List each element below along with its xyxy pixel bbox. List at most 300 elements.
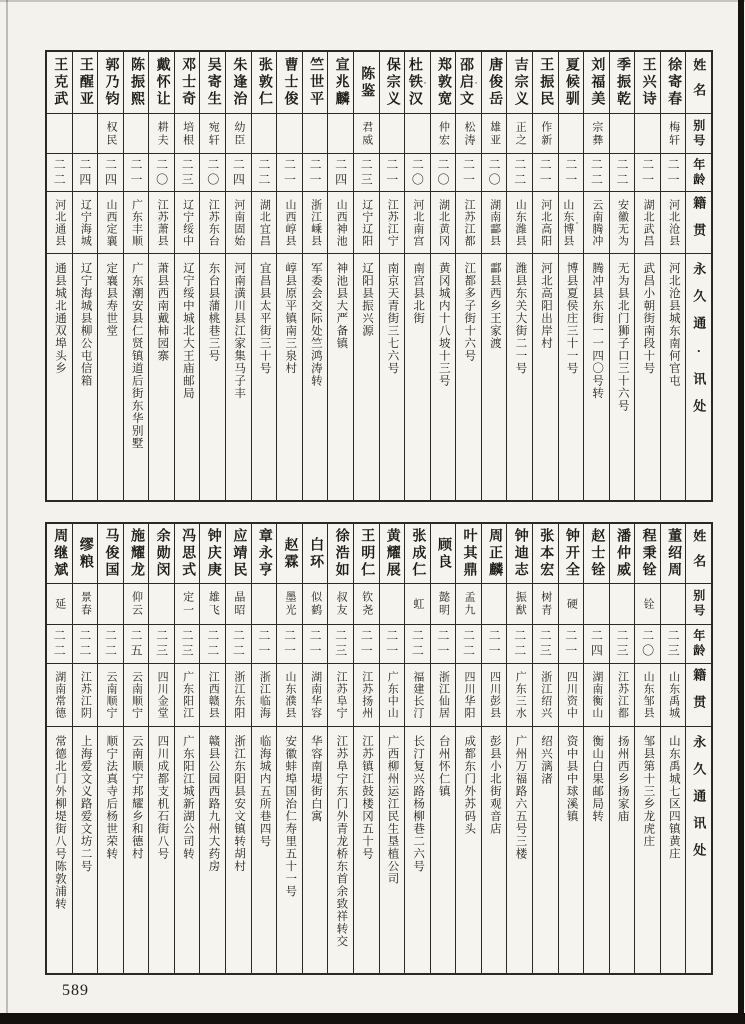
name-cell-text: 季振乾 <box>615 57 630 108</box>
person-column <box>252 524 278 973</box>
native-place-cell <box>610 192 635 254</box>
address-cell <box>98 727 123 973</box>
address-cell-text: 扬州西乡扬家庙 <box>616 735 629 823</box>
address-cell <box>277 254 302 500</box>
alias-cell <box>226 114 251 154</box>
alias-cell-text: 正之 <box>514 120 527 147</box>
name-cell <box>200 52 225 114</box>
address-cell-text: 腾冲县东街一一四〇号转 <box>591 262 604 400</box>
age-cell <box>124 154 149 192</box>
name-cell-text: 王明仁 <box>359 528 375 579</box>
alias-cell <box>124 584 149 625</box>
address-cell-text: 广州万福路六五号三楼 <box>514 735 527 860</box>
native-place-cell <box>200 664 225 727</box>
age-cell <box>354 625 379 664</box>
alias-cell <box>482 584 507 625</box>
address-cell-text: 赣县公园西路九州大药房 <box>207 735 220 873</box>
native-place-cell <box>303 192 328 254</box>
name-cell-text: 竺世平 <box>308 57 324 108</box>
alias-cell <box>252 114 277 154</box>
address-cell <box>175 254 200 500</box>
age-cell <box>98 625 123 664</box>
name-cell <box>456 524 481 584</box>
person-column <box>226 52 252 500</box>
age-cell-text: 二一 <box>384 157 399 188</box>
alias-cell <box>124 114 149 154</box>
age-cell-text: 二五 <box>129 629 144 659</box>
native-place-cell-text: 江西赣县 <box>207 671 220 719</box>
age-cell-text: 二一 <box>666 157 681 188</box>
alias-cell-text: 宛轩 <box>207 120 220 147</box>
age-cell-text: 二四 <box>333 157 348 188</box>
alias-cell <box>456 114 481 154</box>
name-cell <box>456 52 481 114</box>
address-cell <box>124 254 149 500</box>
alias-cell-text: 铨 <box>642 597 655 611</box>
native-place-cell <box>47 192 72 254</box>
native-place-cell-text: 河北南宫 <box>411 198 424 247</box>
native-place-cell <box>47 664 72 727</box>
native-place-cell <box>252 192 277 254</box>
name-cell <box>507 524 532 584</box>
header-name <box>686 52 711 114</box>
header-name-text: 姓名 <box>691 528 707 579</box>
address-cell-text: 顺宁法真寺后杨世荣转 <box>105 735 118 860</box>
age-cell-text: 二一 <box>308 629 323 659</box>
address-cell <box>610 727 635 973</box>
directory-table-bottom <box>45 522 713 975</box>
age-cell <box>200 625 225 664</box>
native-place-cell <box>354 192 379 254</box>
person-column <box>226 524 252 973</box>
name-cell-text: 陈鉴 <box>359 65 375 100</box>
name-cell-text: 余勋闵 <box>154 528 170 579</box>
native-place-cell-text: 浙江仙居 <box>437 671 450 719</box>
age-cell-text: 二二 <box>256 157 271 188</box>
name-cell <box>354 524 379 584</box>
address-cell <box>303 254 328 500</box>
native-place-cell <box>98 664 123 727</box>
native-place-cell <box>431 192 456 254</box>
address-cell-text: 通县城北通双埠头乡 <box>54 262 67 375</box>
native-place-cell-text: 湖北宜昌 <box>258 198 271 247</box>
native-place-cell-text: 湖南酃县 <box>488 198 501 247</box>
address-cell <box>175 727 200 973</box>
address-cell-text: 南京天青街三七六号 <box>386 262 399 375</box>
alias-cell <box>149 584 174 625</box>
alias-cell <box>584 584 609 625</box>
alias-cell <box>47 114 72 154</box>
directory-table-top <box>45 50 713 502</box>
native-place-cell <box>559 664 584 727</box>
native-place-cell-text: 广东阳江 <box>181 671 194 719</box>
header-native-place <box>686 664 711 727</box>
address-cell <box>482 727 507 973</box>
age-cell-text: 二二 <box>512 157 527 188</box>
name-cell <box>277 52 302 114</box>
native-place-cell-text: 江苏萧县 <box>156 198 169 247</box>
address-cell-text: 博县夏侯庄三十一号 <box>565 262 578 375</box>
address-cell <box>380 727 405 973</box>
person-column <box>456 52 482 500</box>
alias-cell-text: 雄飞 <box>207 591 220 617</box>
person-column <box>584 52 610 500</box>
age-cell <box>661 154 686 192</box>
person-column <box>98 52 124 500</box>
alias-cell <box>661 114 686 154</box>
person-column <box>482 52 508 500</box>
native-place-cell-text: 湖南衡山 <box>590 671 603 719</box>
header-alias <box>686 114 711 154</box>
age-cell-text: 二一 <box>640 157 655 188</box>
native-place-cell <box>533 664 558 727</box>
header-address <box>686 254 711 500</box>
name-cell <box>661 524 686 584</box>
scan-edge-bottom <box>0 1013 745 1024</box>
age-cell-text: 二二 <box>615 157 629 188</box>
age-cell-text: 二三 <box>666 629 681 659</box>
address-cell <box>507 727 532 973</box>
age-cell-text: 二二 <box>52 157 67 188</box>
name-cell <box>73 524 98 584</box>
alias-cell-text: 耕夫 <box>156 120 169 147</box>
alias-cell <box>303 114 328 154</box>
alias-cell-text: 墨光 <box>283 591 296 617</box>
age-cell-text: 二〇 <box>154 157 169 188</box>
alias-cell <box>533 584 558 625</box>
native-place-cell-text: 山东濮县 <box>283 671 296 719</box>
alias-cell-text: 硬 <box>565 597 578 611</box>
alias-cell <box>175 584 200 625</box>
name-cell <box>482 524 507 584</box>
person-column <box>303 524 329 973</box>
native-place-cell-text: 广东丰顺 <box>130 198 143 247</box>
age-cell <box>431 154 456 192</box>
scan-edge-top <box>0 0 745 2</box>
age-cell <box>303 625 328 664</box>
address-cell-text: 广西柳州运江民生垦植公司 <box>386 735 399 885</box>
age-cell-text: 二二 <box>589 157 604 188</box>
address-cell <box>354 254 379 500</box>
name-cell <box>405 524 430 584</box>
age-cell <box>456 625 481 664</box>
address-cell <box>405 727 430 973</box>
age-cell <box>559 154 584 192</box>
address-cell-text: 四川成都支机石街八号 <box>156 735 169 860</box>
age-cell-text: 二三 <box>180 157 195 188</box>
name-cell-text: 曹士俊 <box>282 57 298 108</box>
address-cell-text: 衡山白果邮局转 <box>591 735 604 823</box>
name-cell <box>277 524 302 584</box>
annotation-mark: ◦ <box>572 218 581 227</box>
name-cell-text: 缪粮 <box>77 536 93 571</box>
age-cell <box>610 154 635 192</box>
name-cell <box>303 52 328 114</box>
address-cell <box>559 727 584 973</box>
name-cell <box>98 524 123 584</box>
native-place-cell-text: 辽宁绥中 <box>181 198 194 247</box>
address-cell <box>559 254 584 500</box>
native-place-cell-text: 湖南华容 <box>309 671 322 719</box>
page-number: 589 <box>62 982 89 999</box>
native-place-cell <box>149 664 174 727</box>
address-cell <box>200 254 225 500</box>
address-cell-text: 河北沧县城东南何官屯 <box>667 262 680 387</box>
name-cell <box>252 52 277 114</box>
native-place-cell-text: 福建长汀 <box>411 671 424 719</box>
address-cell-text: 广东阳江城新湖公司转 <box>181 735 194 860</box>
address-cell <box>149 727 174 973</box>
alias-cell <box>635 584 660 625</box>
name-cell <box>559 524 584 584</box>
alias-cell-text: 仰云 <box>130 591 143 617</box>
native-place-cell <box>124 664 149 727</box>
address-cell <box>482 254 507 500</box>
name-cell-text: 郑敦宽 <box>435 57 451 108</box>
address-cell-text: 浙江东阳县安文镇转胡村 <box>233 735 246 873</box>
age-cell-text: 二一 <box>282 157 297 188</box>
header-address-text: 永久通讯处 <box>691 735 707 870</box>
native-place-cell-text: 山东博县 <box>561 198 574 247</box>
age-cell <box>610 625 635 664</box>
alias-cell-text: 虹 <box>411 597 424 611</box>
age-cell-text: 二〇 <box>410 157 425 188</box>
age-cell-text: 二二 <box>52 629 67 659</box>
name-cell <box>328 52 353 114</box>
name-cell-text: 夏候驯 <box>563 57 579 108</box>
native-place-cell <box>124 192 149 254</box>
native-place-cell-text: 河北通县 <box>53 198 66 247</box>
name-cell-text: 钟庆庚 <box>205 528 221 579</box>
alias-cell <box>175 114 200 154</box>
name-cell-text: 杜铁汉 <box>406 57 422 108</box>
person-column <box>200 52 226 500</box>
name-cell <box>175 52 200 114</box>
alias-cell <box>405 114 430 154</box>
native-place-cell-text: 四川彭县 <box>488 671 501 719</box>
native-place-cell <box>456 192 481 254</box>
address-cell-text: 绍兴漓渚 <box>540 735 553 785</box>
address-cell <box>226 254 251 500</box>
name-cell-text: 徐寄春 <box>666 57 682 108</box>
header-native-place-text: 籍贯 <box>691 668 707 722</box>
header-alias-text: 别号 <box>691 118 706 149</box>
alias-cell-text: 似鹤 <box>309 591 322 617</box>
age-cell <box>303 154 328 192</box>
name-cell-text: 张敦仁 <box>256 57 272 108</box>
age-cell <box>149 154 174 192</box>
name-cell <box>149 52 174 114</box>
age-cell-text: 二一 <box>435 629 450 659</box>
age-cell-text: 二三 <box>154 629 169 659</box>
native-place-cell-text: 江苏江宁 <box>386 198 399 247</box>
alias-cell <box>149 114 174 154</box>
name-cell-text: 朱逢治 <box>231 57 247 108</box>
name-cell-text: 保宗义 <box>384 57 400 108</box>
alias-cell-text: 权民 <box>104 120 117 147</box>
address-cell <box>149 254 174 500</box>
native-place-cell <box>149 192 174 254</box>
native-place-cell-text: 四川金堂 <box>156 671 169 719</box>
native-place-cell <box>226 192 251 254</box>
address-cell <box>98 254 123 500</box>
native-place-cell-text: 云南顺宁 <box>104 671 117 719</box>
name-cell-text: 王克武 <box>52 57 68 108</box>
name-cell-text: 马俊国 <box>103 528 119 579</box>
alias-cell <box>559 114 584 154</box>
name-cell <box>47 52 72 114</box>
address-cell <box>533 254 558 500</box>
native-place-cell <box>226 664 251 727</box>
address-cell <box>431 727 456 973</box>
address-cell-text: 宜昌县太平街三十号 <box>258 262 271 375</box>
alias-cell-text: 宗彝 <box>590 120 603 147</box>
address-cell-text: 辽宁海城县柳公屯信箱 <box>79 262 92 387</box>
address-cell <box>380 254 405 500</box>
native-place-cell-text: 山东邹县 <box>642 671 655 719</box>
age-cell-text: 二〇 <box>435 157 450 188</box>
alias-cell <box>303 584 328 625</box>
person-column <box>635 52 661 500</box>
person-column <box>507 52 533 500</box>
age-cell-text: 二一 <box>384 629 399 659</box>
age-cell <box>73 625 98 664</box>
native-place-cell <box>354 664 379 727</box>
name-cell-text: 章永亨 <box>256 528 272 579</box>
person-column <box>380 52 406 500</box>
name-cell <box>98 52 123 114</box>
native-place-cell <box>584 664 609 727</box>
name-cell <box>584 52 609 114</box>
native-place-cell <box>507 664 532 727</box>
person-column <box>431 524 457 973</box>
address-cell-text: 萧县西南戴柿园寨 <box>156 262 169 362</box>
age-cell-text: 二三 <box>538 629 553 659</box>
age-cell <box>507 625 532 664</box>
native-place-cell <box>584 192 609 254</box>
alias-cell-text: 孟九 <box>463 591 476 617</box>
address-cell <box>124 727 149 973</box>
address-cell <box>584 254 609 500</box>
age-cell <box>47 154 72 192</box>
age-cell <box>277 154 302 192</box>
native-place-cell <box>73 192 98 254</box>
age-cell <box>482 625 507 664</box>
address-cell <box>73 727 98 973</box>
name-cell <box>405 52 430 114</box>
native-place-cell-text: 江苏扬州 <box>360 671 373 719</box>
address-cell <box>73 254 98 500</box>
name-cell <box>533 524 558 584</box>
name-cell <box>610 52 635 114</box>
scan-edge-left <box>6 0 8 1024</box>
alias-cell <box>584 114 609 154</box>
name-cell <box>226 52 251 114</box>
address-cell <box>533 727 558 973</box>
name-cell-text: 白环 <box>308 536 324 571</box>
age-cell-text: 二三 <box>180 629 195 659</box>
alias-cell <box>328 114 353 154</box>
alias-cell-text: 晶昭 <box>232 591 245 617</box>
native-place-cell <box>98 192 123 254</box>
name-cell-text: 陈振熙 <box>129 57 145 108</box>
native-place-cell <box>661 192 686 254</box>
age-cell-text: 二二 <box>77 629 92 659</box>
alias-cell-text: 作新 <box>539 120 552 147</box>
address-cell <box>635 727 660 973</box>
age-cell-text: 二一 <box>359 629 374 659</box>
age-cell-text: 二三 <box>359 157 374 188</box>
name-cell-text: 郭乃钧 <box>103 57 119 108</box>
header-name-text: 姓名 <box>691 57 707 108</box>
native-place-cell <box>533 192 558 254</box>
person-column <box>277 52 303 500</box>
alias-cell <box>73 584 98 625</box>
name-cell <box>354 52 379 114</box>
person-column <box>175 52 201 500</box>
age-cell-text: 二二 <box>103 629 118 659</box>
person-column <box>73 524 99 973</box>
person-column <box>456 524 482 973</box>
age-cell <box>635 625 660 664</box>
alias-cell-text: 雄亚 <box>488 120 501 147</box>
name-cell-text: 赵士铨 <box>589 528 605 579</box>
address-cell-text: 神池县大严备镇 <box>335 262 348 350</box>
age-cell-text: 二〇 <box>640 629 655 659</box>
address-cell-text: 河南潢川县江家集马子丰 <box>233 262 246 400</box>
name-cell <box>252 524 277 584</box>
age-cell <box>354 154 379 192</box>
alias-cell <box>507 114 532 154</box>
name-cell <box>200 524 225 584</box>
alias-cell <box>328 584 353 625</box>
alias-cell <box>482 114 507 154</box>
address-cell <box>354 727 379 973</box>
address-cell-text: 彭县小北街观音店 <box>488 735 501 835</box>
address-cell-text: 台州怀仁镇 <box>437 735 450 798</box>
person-column <box>277 524 303 973</box>
age-cell <box>175 625 200 664</box>
age-cell-text: 二一 <box>282 629 297 659</box>
name-cell <box>533 52 558 114</box>
alias-cell-text: 松涛 <box>463 120 476 147</box>
alias-cell <box>507 584 532 625</box>
address-cell-text: 黄冈城内十八坡十三号 <box>437 262 450 387</box>
address-cell-text: 南宫县北街 <box>412 262 425 325</box>
age-cell <box>252 625 277 664</box>
header-address-text: 永久通·讯处 <box>691 262 707 426</box>
alias-cell <box>73 114 98 154</box>
header-age-text: 年龄 <box>691 157 706 188</box>
age-cell-text: 二四 <box>589 629 604 659</box>
native-place-cell-text: 湖南常德 <box>53 671 66 719</box>
native-place-cell-text: 山东禹城 <box>667 671 680 719</box>
age-cell <box>559 625 584 664</box>
person-column <box>354 524 380 973</box>
name-cell <box>175 524 200 584</box>
person-column <box>149 524 175 973</box>
alias-cell <box>252 584 277 625</box>
alias-cell <box>431 114 456 154</box>
native-place-cell <box>431 664 456 727</box>
alias-cell <box>559 584 584 625</box>
native-place-cell-text: 广东三水 <box>514 671 527 719</box>
native-place-cell-text: 江苏江阴 <box>79 671 92 719</box>
name-cell-text: 钟迪志 <box>512 528 528 579</box>
address-cell-text: 江苏阜宁东门外青龙桥东首余致祥转交 <box>335 735 348 948</box>
native-place-cell <box>482 664 507 727</box>
native-place-cell <box>175 192 200 254</box>
